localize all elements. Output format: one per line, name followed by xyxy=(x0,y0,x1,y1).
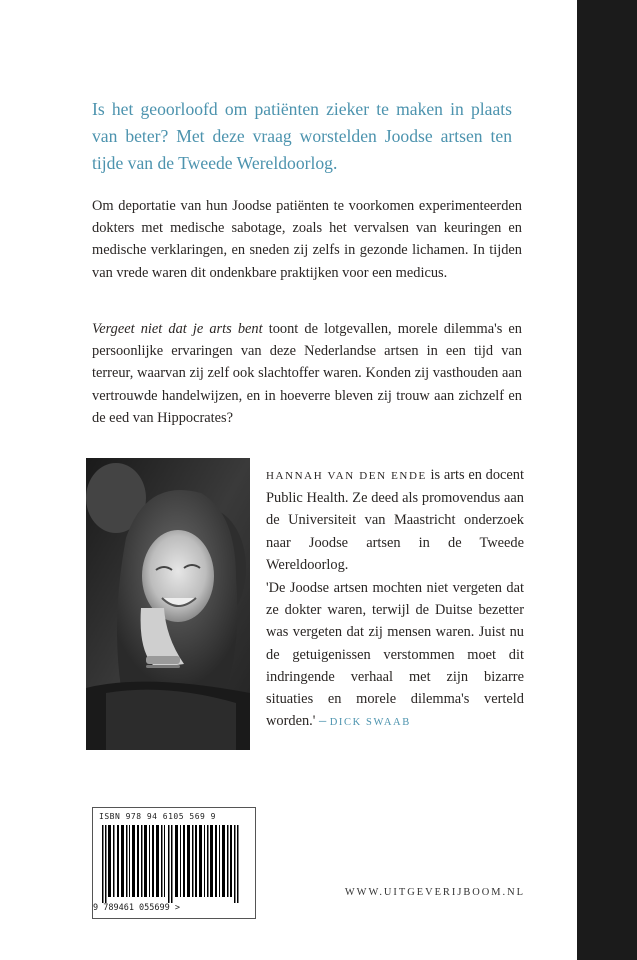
author-bio-text: is arts en docent Public Health. Ze deed als promovendus aan de Universiteit van Maastricht onderzoek naar Joodse artsen in de Tweede Wereldoorlog. xyxy=(266,467,524,573)
publisher-website[interactable]: WWW.UITGEVERIJBOOM.NL xyxy=(344,887,525,898)
barcode-bars xyxy=(98,825,250,903)
barcode-digits: 9 789461 055699 > xyxy=(93,903,180,913)
body-paragraph-1: Om deportatie van hun Joodse patiënten te voorkomen experimenteerden dokters met medische sabotage, zoals het vervalsen van keuringen en medische verklaringen, en sneden zij zelfs in gezonde lichamen. In tijden van vrede waren dit ondenkbare praktijken voor een medicus. xyxy=(92,198,522,281)
quote-dash: – xyxy=(315,713,330,730)
author-bio xyxy=(266,464,524,576)
author-name: HANNAH VAN DEN ENDE xyxy=(266,470,427,482)
book-title: Vergeet niet dat je arts bent xyxy=(92,321,263,337)
body-paragraph-2 xyxy=(92,318,522,429)
quote-text: 'De Joodse artsen mochten niet vergeten dat ze dokter waren, terwijl de Duitse bezetter was vergeten dat zij mensen waren. Juist nu de getuigenissen verstommen moet dit indringende verhaal met zijn bizarre situaties en morele dilemma's verteld worden.' xyxy=(266,580,524,730)
book-spine-edge xyxy=(577,0,637,960)
endorsement-quote xyxy=(266,577,524,734)
body-paragraph-2-text: toont de lotgevallen, morele dilemma's en persoonlijke ervaringen van deze Nederlandse artsen in een tijd van terreur, waarvan zij zelf ook slachtoffer waren. Konden zij vasthouden aan vertrouwde handelwijzen, en in hoeverre bleven zij trouw aan zichzelf en de eed van Hippocrates? xyxy=(92,321,522,426)
quote-attribution: DICK SWAAB xyxy=(329,717,411,729)
isbn-label: ISBN 978 94 6105 569 9 xyxy=(99,812,216,821)
intro-blurb: Is het geoorloofd om patiënten zieker te maken in plaats van beter? Met deze vraag worstelden Joodse artsen ten tijde van de Tweede Wereldoorlog. xyxy=(92,99,512,173)
isbn-barcode xyxy=(92,807,256,919)
author-photo xyxy=(86,458,250,750)
